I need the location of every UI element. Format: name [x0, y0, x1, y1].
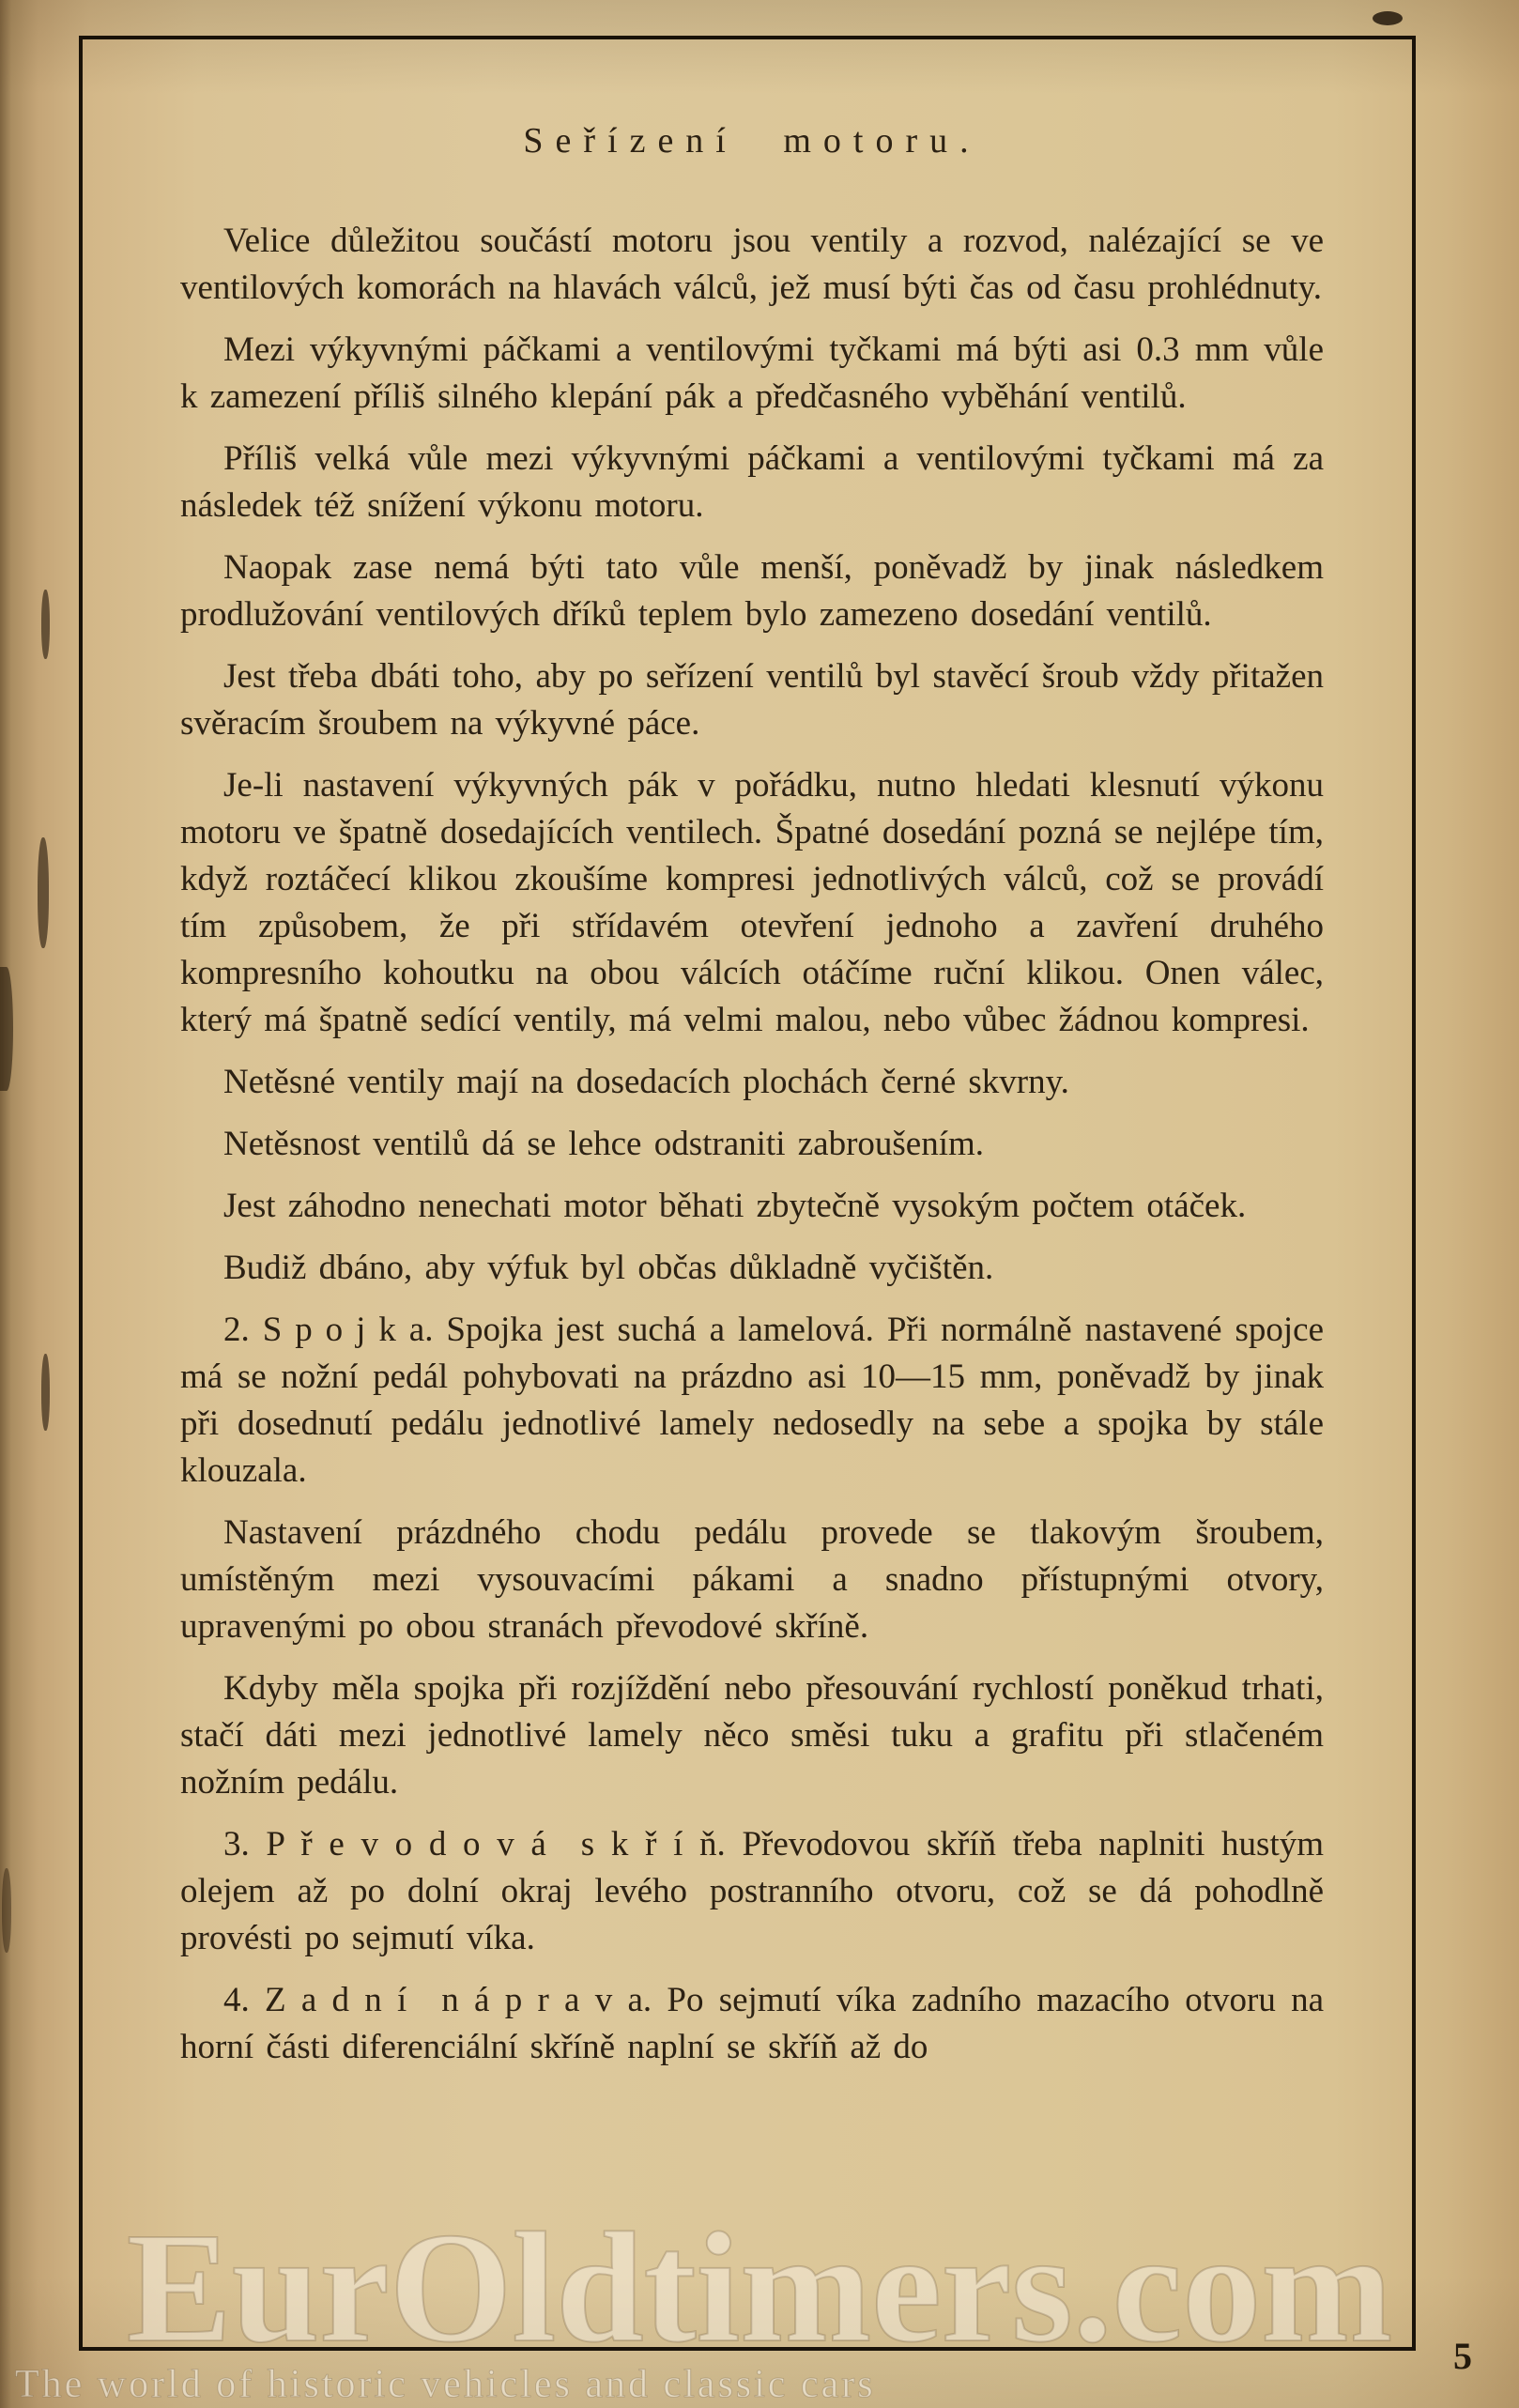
- paragraph: Kdyby měla spojka při rozjíždění nebo přesouvání rychlostí poněkud trhati, stačí dáti mezi jednotlivé lamely něco směsi tuku a grafitu při stlačeném nožním pedálu.: [180, 1669, 1324, 1802]
- paragraph: Příliš velká vůle mezi výkyvnými páčkami a ventilovými tyčkami má za následek též snížení výkonu motoru.: [180, 439, 1324, 525]
- paragraph-section-zadni-naprava: 4. Z a d n í n á p r a v a. Po sejmutí víka zadního mazacího otvoru na horní části diferenciální skříně naplní se skříň až do: [180, 1981, 1324, 2066]
- paragraph: Mezi výkyvnými páčkami a ventilovými tyčkami má býti asi 0.3 mm vůle k zamezení příliš silného klepání pák a předčasného vyběhání ventilů.: [180, 330, 1324, 416]
- paragraph: Jest třeba dbáti toho, aby po seřízení ventilů byl stavěcí šroub vždy přitažen svěracím šroubem na výkyvné páce.: [180, 657, 1324, 743]
- paragraph: Nastavení prázdného chodu pedálu provede se tlakovým šroubem, umístěným mezi vysouvacími pákami a snadno přístupnými otvory, upravenými po obou stranách převodové skříně.: [180, 1513, 1324, 1646]
- watermark-sub: The world of historic vehicles and classic cars: [15, 2362, 876, 2406]
- page-number: 5: [1453, 2335, 1472, 2377]
- page-edge-mark: [2, 1868, 11, 1953]
- paragraph-section-spojka: 2. S p o j k a. Spojka jest suchá a lamelová. Při normálně nastavené spojce má se nožní pedál pohybovati na prázdno asi 10—15 mm, poněvadž by jinak při dosednutí pedálu jednotlivé lamely nedosedly na sebe a spojka by stále klouzala.: [180, 1311, 1324, 1490]
- paragraph: Je-li nastavení výkyvných pák v pořádku, nutno hledati klesnutí výkonu motoru ve špatně dosedajících ventilech. Špatné dosedání pozná se nejlépe tím, když roztáčecí klikou zkoušíme kompresi jednotlivých válců, což se provádí tím způsobem, že při střídavém otevření jednoho a zavření druhého kompresního kohoutku na obou válcích otáčíme ruční klikou. Onen válec, který má špatně sedící ventily, má velmi malou, nebo vůbec žádnou kompresi.: [180, 766, 1324, 1039]
- paragraph: Netěsnost ventilů dá se lehce odstraniti zabroušením.: [223, 1125, 985, 1163]
- watermark-main: EurOldtimers.com: [126, 2201, 1393, 2375]
- paragraph: Netěsné ventily mají na dosedacích plochách černé skvrny.: [223, 1063, 1069, 1101]
- paragraph-section-prevodova-skrin: 3. P ř e v o d o v á s k ř í ň. Převodovou skříň třeba naplniti hustým olejem až po dolní okraj levého postranního otvoru, což se dá pohodlně provésti po sejmutí víka.: [180, 1825, 1324, 1957]
- paragraph: Jest záhodno nenechati motor běhati zbytečně vysokým počtem otáček.: [223, 1187, 1247, 1225]
- paragraph: Naopak zase nemá býti tato vůle menší, poněvadž by jinak následkem prodlužování ventilových dříků teplem bylo zamezeno dosedání ventilů.: [180, 548, 1324, 634]
- page-content: [180, 120, 1324, 2086]
- scan-speck: [1373, 11, 1403, 25]
- binding-mark: [41, 590, 50, 659]
- paragraph: Budiž dbáno, aby výfuk byl občas důkladně vyčištěn.: [223, 1249, 994, 1287]
- binding-mark: [38, 837, 49, 948]
- paragraph: Velice důležitou součástí motoru jsou ventily a rozvod, nalézající se ve ventilových komorách na hlavách válců, jež musí býti čas od času prohlédnuty.: [180, 222, 1324, 307]
- page-title: Seřízení motoru.: [523, 121, 981, 161]
- page-edge-mark: [0, 967, 13, 1091]
- binding-mark: [41, 1354, 50, 1431]
